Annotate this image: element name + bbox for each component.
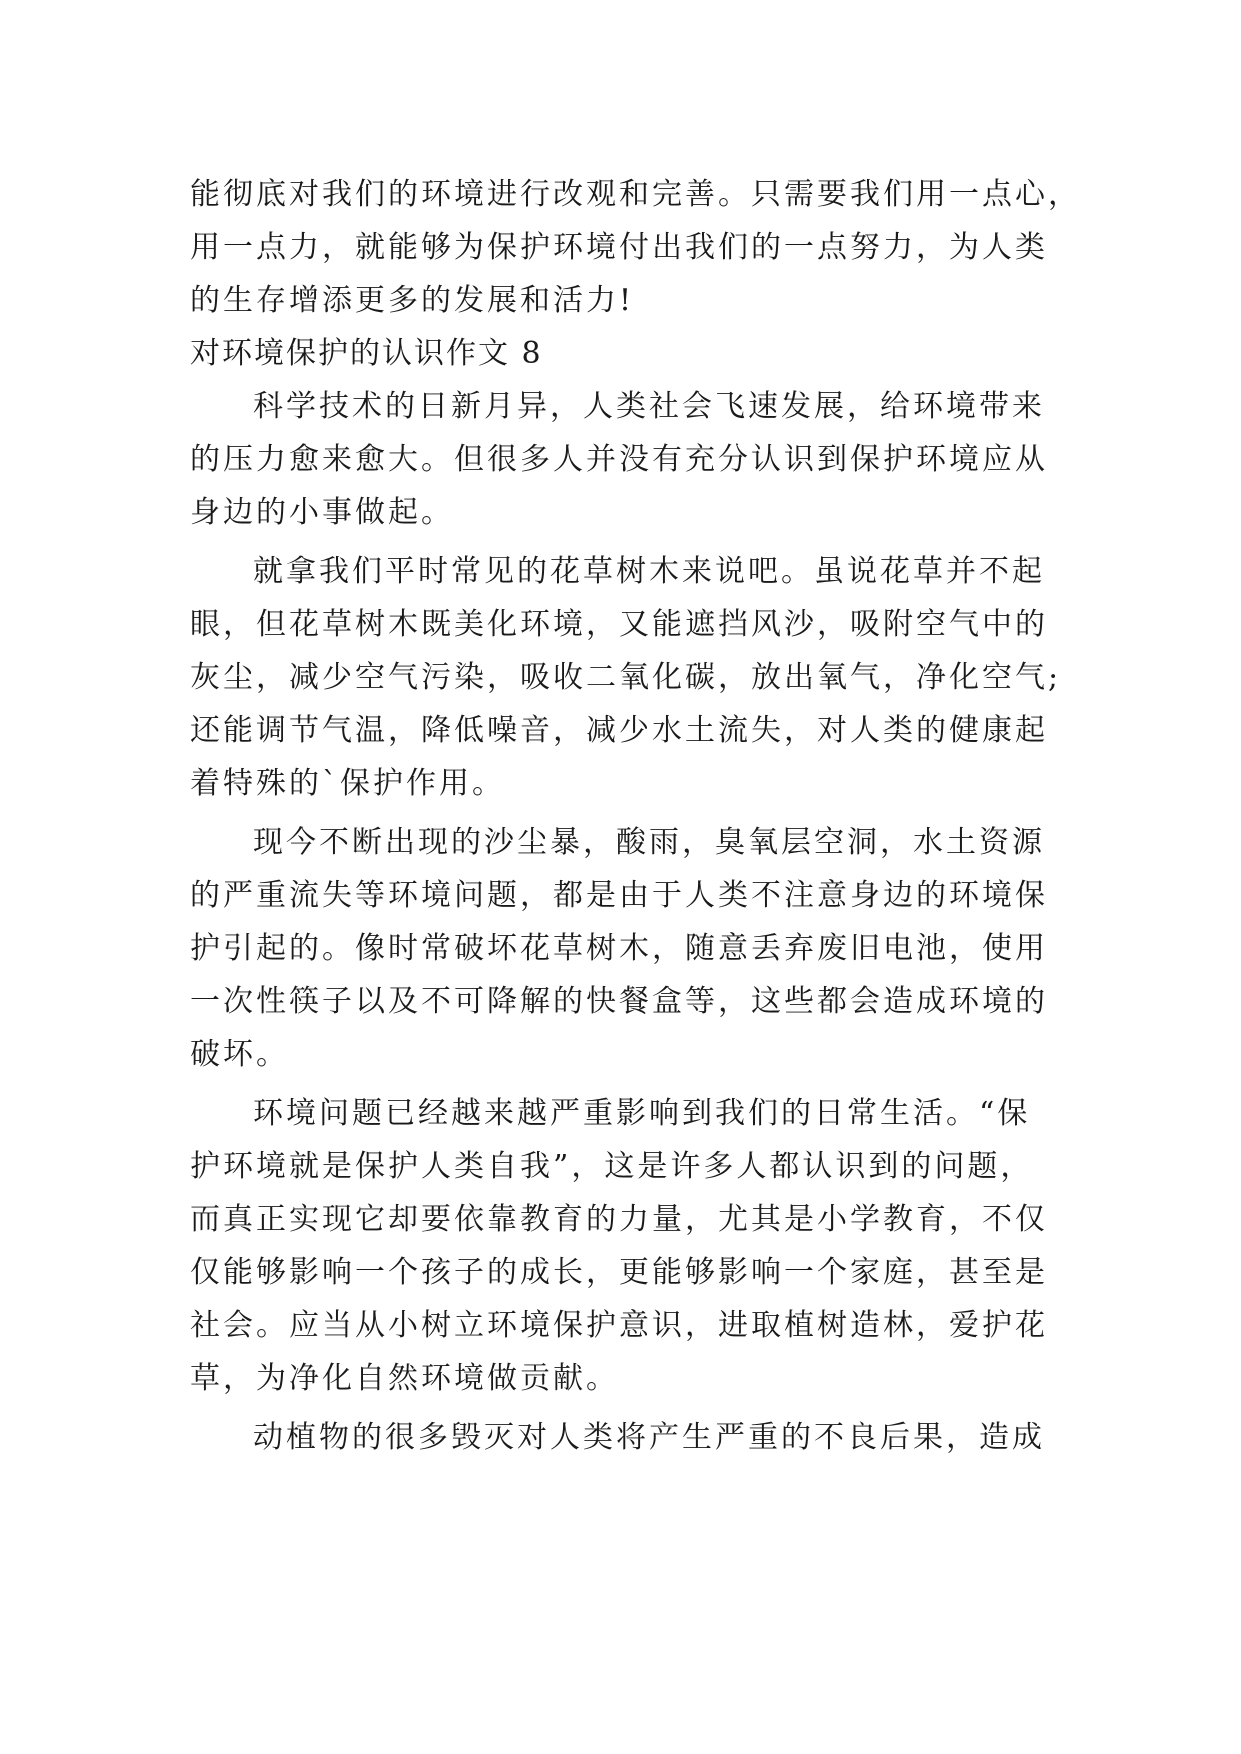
- text-line: 环境问题已经越来越严重影响到我们的日常生活。“保: [253, 1096, 1031, 1131]
- text-line: 而真正实现它却要依靠教育的力量，尤其是小学教育，不仅: [190, 1202, 1048, 1237]
- text-line: 动植物的很多毁灭对人类将产生严重的不良后果，造成: [253, 1420, 1045, 1455]
- text-line: 社会。应当从小树立环境保护意识，进取植树造林，爱护花: [190, 1308, 1048, 1343]
- document-body: [190, 168, 1090, 1464]
- text-line: 现今不断出现的沙尘暴，酸雨，臭氧层空洞，水土资源: [253, 825, 1045, 860]
- text-line: 护引起的。像时常破坏花草树木，随意丢弃废旧电池，使用: [190, 931, 1048, 966]
- essay-title: 对环境保护的认识作文 8: [190, 336, 543, 371]
- text-line: 眼，但花草树木既美化环境，又能遮挡风沙，吸附空气中的: [190, 607, 1048, 642]
- text-line: 的严重流失等环境问题，都是由于人类不注意身边的环境保: [190, 878, 1048, 913]
- text-line: 的生存增添更多的发展和活力!: [190, 283, 635, 318]
- text-line: 草，为净化自然环境做贡献。: [190, 1361, 619, 1396]
- text-line: 着特殊的`保护作用。: [190, 766, 505, 801]
- text-line: 的压力愈来愈大。但很多人并没有充分认识到保护环境应从: [190, 442, 1048, 477]
- text-line: 科学技术的日新月异，人类社会飞速发展，给环境带来: [253, 389, 1045, 424]
- paragraph-1: [190, 380, 1090, 539]
- text-line: 护环境就是保护人类自我”，这是许多人都认识到的问题，: [190, 1149, 1034, 1184]
- text-line: 就拿我们平时常见的花草树木来说吧。虽说花草并不起: [253, 554, 1045, 589]
- paragraph-3: [190, 816, 1090, 1081]
- text-line: 灰尘，减少空气污染，吸收二氧化碳，放出氧气，净化空气;: [190, 660, 1062, 695]
- continuation-paragraph: [190, 168, 1090, 327]
- text-line: 破坏。: [190, 1037, 289, 1072]
- text-line: 身边的小事做起。: [190, 495, 454, 530]
- text-line: 一次性筷子以及不可降解的快餐盒等，这些都会造成环境的: [190, 984, 1048, 1019]
- paragraph-2: [190, 545, 1090, 810]
- text-line: 仅能够影响一个孩子的成长，更能够影响一个家庭，甚至是: [190, 1255, 1048, 1290]
- text-line: 还能调节气温，降低噪音，减少水土流失，对人类的健康起: [190, 713, 1048, 748]
- paragraph-5: [190, 1411, 1090, 1464]
- text-line: 能彻底对我们的环境进行改观和完善。只需要我们用一点心，: [190, 177, 1081, 212]
- text-line: 用一点力，就能够为保护环境付出我们的一点努力，为人类: [190, 230, 1048, 265]
- paragraph-4: [190, 1087, 1090, 1405]
